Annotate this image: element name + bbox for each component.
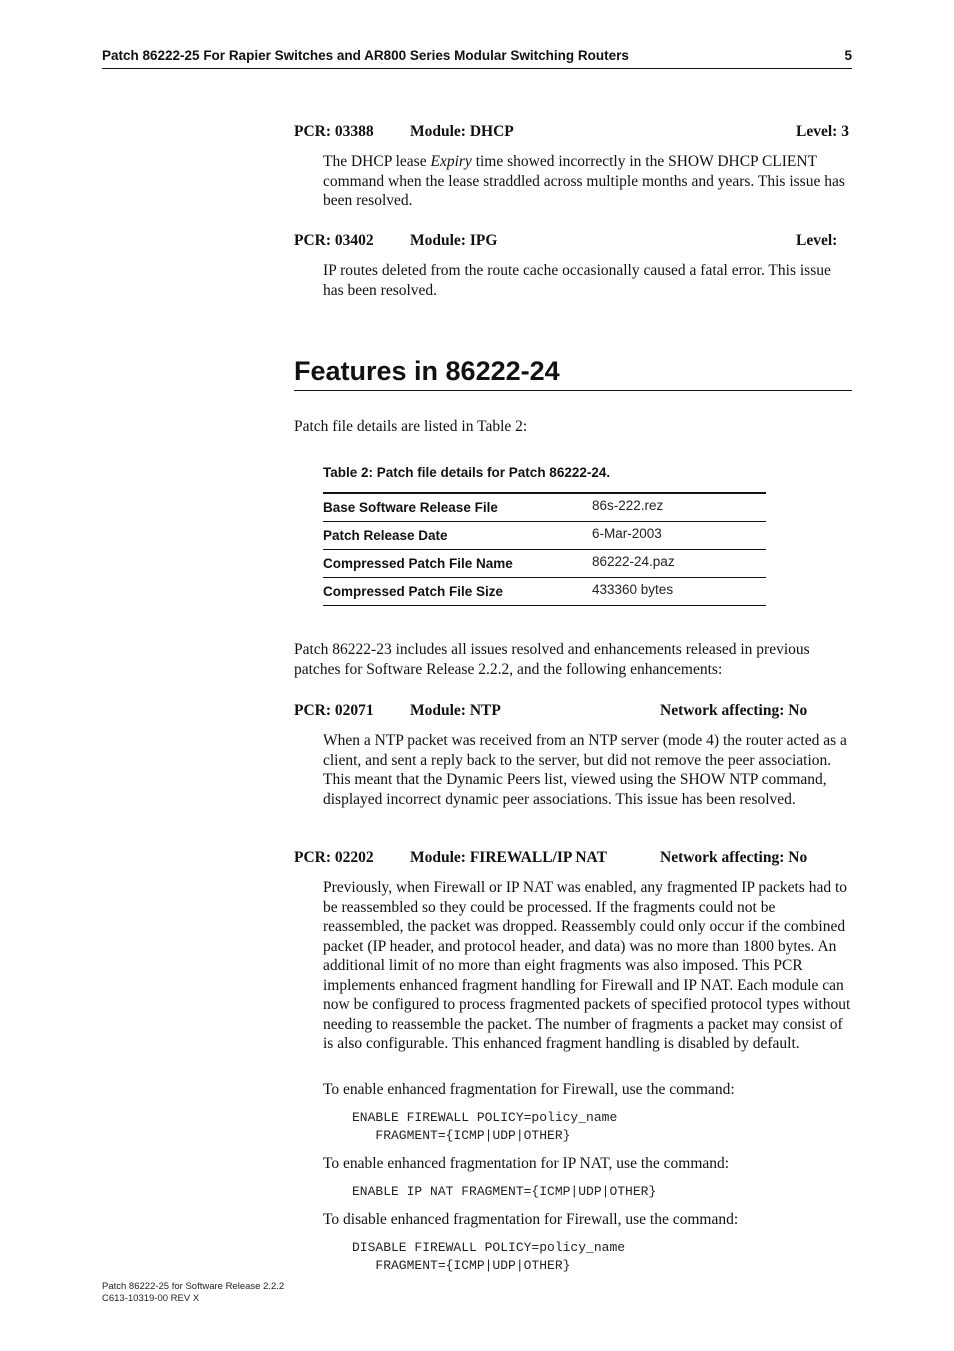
table-caption: Table 2: Patch file details for Patch 86222-24. (323, 465, 611, 480)
pcr-description: Previously, when Firewall or IP NAT was enabled, any fragmented IP packets had to be reassembled so they could be processed. If the fragments could not be reassembled, the packet was dropped. Reassembly could only occur if the combined packet (IP header, and protocol header, and data) was no more than 1800 bytes. An additional limit of no more than eight fragments was also imposed. This PCR implements enhanced fragment handling for Firewall and IP NAT. Each module can now be configured to process fragmented packets of specified protocol types without needing to reassemble the packet. The number of fragments a packet may consist of is also configurable. This enhanced fragment handling is disabled by default. (323, 879, 851, 1052)
emphasis-expiry: Expiry (430, 153, 472, 170)
pcr-module: Module: DHCP (410, 123, 514, 140)
section-intro: Patch file details are listed in Table 2: (294, 418, 528, 435)
table-row (323, 522, 766, 550)
pcr-module: Module: FIREWALL/IP NAT (410, 849, 607, 866)
command-code: ENABLE IP NAT FRAGMENT={ICMP|UDP|OTHER} (352, 1184, 657, 1199)
footer-line: C613-10319-00 REV X (102, 1292, 200, 1304)
table-row (323, 550, 766, 578)
command-code: DISABLE FIREWALL POLICY=policy_name FRAGMENT={ICMP|UDP|OTHER} (352, 1240, 626, 1273)
page-footer (102, 1281, 284, 1304)
pcr-description: When a NTP packet was received from an NTP server (mode 4) the router acted as a client, and sent a reply back to the server, but did not remove the peer association. This meant that the Dynamic Peers list, viewed using the SHOW NTP command, displayed incorrect dynamic peer associations. This issue has been resolved. (323, 732, 847, 808)
table-value: 86s-222.rez (592, 498, 664, 513)
pcr-network-affecting: Network affecting: No (660, 849, 808, 866)
table-key: Compressed Patch File Size (323, 584, 504, 599)
instruction-text: To enable enhanced fragmentation for Firewall, use the command: (323, 1081, 735, 1098)
table-key: Patch Release Date (323, 528, 448, 543)
pcr-number: PCR: 03388 (294, 123, 374, 140)
instruction-text: To disable enhanced fragmentation for Firewall, use the command: (323, 1211, 739, 1228)
pcr-number: PCR: 02202 (294, 849, 374, 866)
table-value: 86222-24.paz (592, 554, 675, 569)
pcr-level: Level: 3 (796, 123, 849, 140)
instruction-text: To enable enhanced fragmentation for IP NAT, use the command: (323, 1155, 730, 1172)
command-code: ENABLE FIREWALL POLICY=policy_name FRAGMENT={ICMP|UDP|OTHER} (352, 1110, 618, 1143)
pcr-network-affecting: Network affecting: No (660, 702, 808, 719)
footer-line: Patch 86222-25 for Software Release 2.2.2 (102, 1281, 285, 1292)
pcr-module: Module: NTP (410, 702, 501, 719)
table-value: 6-Mar-2003 (592, 526, 662, 541)
pcr-number: PCR: 02071 (294, 702, 374, 719)
page-header (102, 48, 852, 69)
pcr-description: IP routes deleted from the route cache occasionally caused a fatal error. This issue has been resolved. (323, 262, 831, 299)
pcr-number: PCR: 03402 (294, 232, 374, 249)
pcr-level: Level: (796, 232, 838, 249)
header-title: Patch 86222-25 For Rapier Switches and AR800 Series Modular Switching Routers (102, 48, 629, 63)
table-key: Compressed Patch File Name (323, 556, 513, 571)
pcr-module: Module: IPG (410, 232, 498, 249)
table-key: Base Software Release File (323, 500, 498, 515)
patch-details-table (323, 492, 766, 606)
pcr-description: The DHCP lease Expiry time showed incorrectly in the SHOW DHCP CLIENT command when the lease straddled across multiple months and years. This issue has been resolved. (323, 153, 845, 209)
summary-paragraph: Patch 86222-23 includes all issues resolved and enhancements released in previous patches for Software Release 2.2.2, and the following enhancements: (294, 641, 810, 678)
table-row (323, 578, 766, 606)
section-heading: Features in 86222-24 (294, 356, 852, 391)
page-number: 5 (844, 48, 852, 63)
table-value: 433360 bytes (592, 582, 674, 597)
table-row (323, 494, 766, 522)
